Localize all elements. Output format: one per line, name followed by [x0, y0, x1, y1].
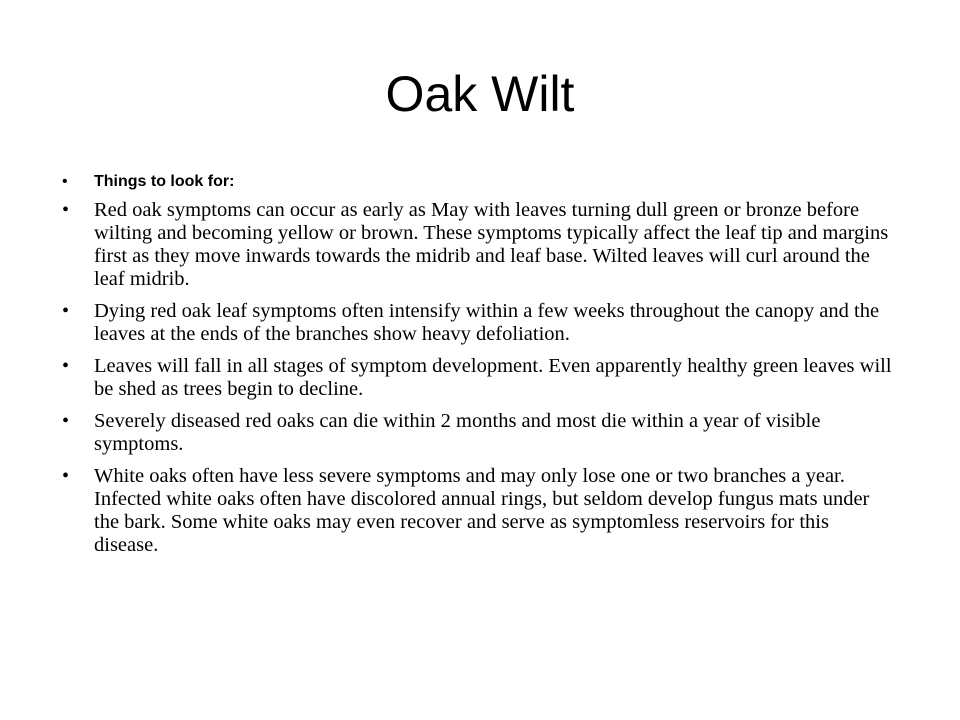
list-item-text: Leaves will fall in all stages of symptom development. Even apparently healthy green leaves will be shed as trees begin to decline. — [94, 355, 892, 400]
bullet-icon: • — [62, 355, 70, 377]
bullet-icon: • — [62, 465, 70, 487]
bullet-list — [62, 171, 894, 566]
list-item-text: White oaks often have less severe symptoms and may only lose one or two branches a year. Infected white oaks often have discolored annual rings, but seldom develop fungus mats under the bark. Some white oaks may even recover and serve as symptomless reservoirs for this disease. — [94, 465, 870, 556]
list-item — [62, 410, 894, 456]
list-item-text: Dying red oak leaf symptoms often intensify within a few weeks throughout the canopy and the leaves at the ends of the branches show heavy defoliation. — [94, 300, 880, 345]
bullet-icon: • — [62, 410, 70, 432]
list-item — [62, 355, 894, 401]
list-item-text: Severely diseased red oaks can die within 2 months and most die within a year of visible symptoms. — [94, 410, 821, 455]
list-item-heading — [62, 171, 894, 193]
list-item — [62, 465, 894, 557]
slide-title: Oak Wilt — [385, 66, 575, 122]
bullet-icon: • — [62, 300, 70, 322]
list-item — [62, 199, 894, 291]
list-item-text: Red oak symptoms can occur as early as May with leaves turning dull green or bronze before wilting and becoming yellow or brown. These symptoms typically affect the leaf tip and margins first as they move inwards towards the midrib and leaf base. Wilted leaves will curl around the leaf midrib. — [94, 199, 889, 290]
bullet-icon: • — [62, 173, 68, 190]
heading-text: Things to look for: — [94, 173, 235, 190]
bullet-icon: • — [62, 199, 70, 221]
list-item — [62, 300, 894, 346]
